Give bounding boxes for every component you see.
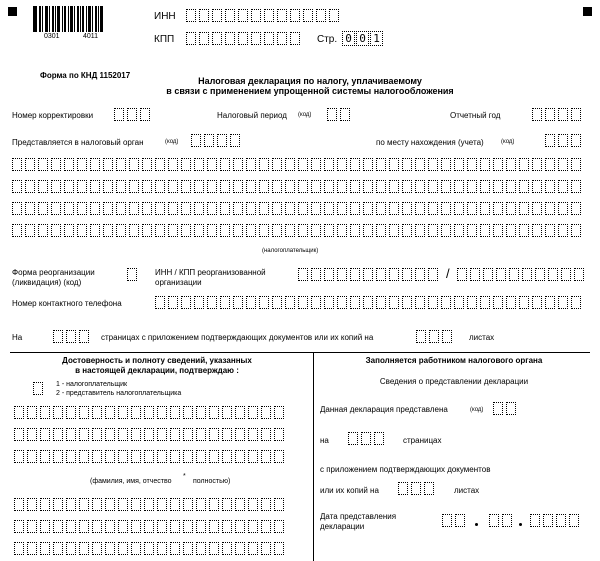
right-section-subtitle: Сведения о представлении декларации	[379, 377, 529, 386]
page-digit-1: 0	[342, 31, 355, 46]
reorg-form-label-line1: Форма реорганизации	[12, 268, 95, 277]
taxpayer-row[interactable]	[12, 158, 584, 171]
date-day-cells[interactable]	[442, 514, 468, 527]
page-digit-2: 0	[356, 31, 369, 46]
date-month-cells[interactable]	[489, 514, 515, 527]
date-separator-dot	[475, 523, 478, 526]
sheets-cells[interactable]	[416, 330, 455, 343]
correction-number-cells[interactable]	[114, 108, 153, 121]
date-label-line1: Дата представления	[320, 512, 397, 521]
reorg-kpp-cells[interactable]	[457, 268, 587, 281]
signer-option-2: 2 - представитель налогоплательщика	[56, 390, 182, 397]
left-section-title-line2: в настоящей декларации, подтверждаю :	[75, 366, 239, 375]
report-year-cells[interactable]	[532, 108, 584, 121]
with-docs-label: с приложением подтверждающих документов	[320, 465, 491, 474]
taxpayer-row[interactable]	[12, 180, 584, 193]
section-vertical-divider	[313, 352, 314, 561]
reorg-slash: /	[446, 266, 450, 281]
representative-row[interactable]	[14, 498, 287, 511]
fio-row[interactable]	[14, 428, 287, 441]
tax-authority-cells[interactable]	[191, 134, 243, 147]
fio-row[interactable]	[14, 406, 287, 419]
inn-cells[interactable]	[186, 9, 342, 22]
fio-star: *	[183, 473, 186, 480]
date-year-cells[interactable]	[530, 514, 582, 527]
barcode-caption-left: 0301	[44, 33, 60, 40]
corner-square	[8, 7, 17, 16]
report-year-label: Отчетный год	[450, 111, 501, 120]
representative-row[interactable]	[14, 520, 287, 533]
barcode	[33, 6, 109, 32]
right-pages-cells[interactable]	[348, 432, 387, 445]
taxpayer-row[interactable]	[12, 202, 584, 215]
or-copies-label: или их копий на	[320, 486, 379, 495]
tax-period-label: Налоговый период	[217, 111, 287, 120]
tax-authority-label: Представляется в налоговый орган	[12, 138, 144, 147]
form-code: Форма по КНД 1152017	[40, 71, 131, 80]
corner-square	[583, 7, 592, 16]
phone-cells[interactable]	[155, 296, 584, 309]
fio-caption: (фамилия, имя, отчество	[90, 478, 172, 485]
location-label: по месту нахождения (учета)	[376, 138, 484, 147]
page-label: Стр.	[317, 34, 338, 45]
sheets-label: листах	[469, 333, 495, 342]
page-digit-3: 1	[370, 31, 383, 46]
correction-number-label: Номер корректировки	[12, 111, 94, 120]
barcode-caption-right: 4011	[83, 33, 99, 40]
date-separator-dot	[519, 523, 522, 526]
on-pages-label: на	[320, 436, 329, 445]
reorg-inn-label-line1: ИНН / КПП реорганизованной	[155, 268, 266, 277]
right-section-title: Заполняется работником налогового органа	[365, 356, 543, 365]
fio-caption-end: полностью)	[193, 478, 231, 485]
phone-label: Номер контактного телефона	[12, 299, 122, 308]
tax-period-cells[interactable]	[327, 108, 353, 121]
tax-authority-code: (код)	[165, 139, 179, 145]
kpp-label: КПП	[154, 34, 175, 45]
submitted-label: Данная декларация представлена	[320, 405, 448, 414]
location-cells[interactable]	[545, 134, 584, 147]
pages-label: страницах	[403, 436, 442, 445]
kpp-cells[interactable]	[186, 32, 303, 45]
signer-option-1: 1 - налогоплательщик	[56, 381, 128, 388]
on-label: На	[12, 333, 23, 342]
reorg-inn-cells[interactable]	[298, 268, 441, 281]
inn-label: ИНН	[154, 11, 176, 22]
form-title-line1: Налоговая декларация по налогу, уплачиваемому	[198, 76, 422, 86]
right-sheets-label: листах	[454, 486, 480, 495]
left-section-title-line1: Достоверность и полноту сведений, указанных	[62, 356, 252, 365]
fio-row[interactable]	[14, 450, 287, 463]
section-divider	[10, 352, 590, 353]
form-title-line2: в связи с применением упрощенной системы налогообложения	[166, 86, 454, 96]
representative-row[interactable]	[14, 542, 287, 555]
reorg-inn-label-line2: организации	[155, 278, 202, 287]
reorg-form-label-line2: (ликвидация) (код)	[12, 278, 82, 287]
reorg-form-cells[interactable]	[127, 268, 140, 281]
submitted-code: (код)	[470, 407, 484, 413]
taxpayer-caption: (налогоплательщик)	[262, 248, 319, 254]
taxpayer-row[interactable]	[12, 224, 584, 237]
pages-text: страницах с приложением подтверждающих документов или их копий на	[101, 333, 374, 342]
location-code: (код)	[501, 139, 515, 145]
signer-type-cell[interactable]	[33, 382, 46, 395]
tax-period-code: (код)	[298, 112, 312, 118]
date-label-line2: декларации	[320, 522, 365, 531]
submitted-cells[interactable]	[493, 402, 519, 415]
right-sheets-cells[interactable]	[398, 482, 437, 495]
pages-cells[interactable]	[53, 330, 92, 343]
